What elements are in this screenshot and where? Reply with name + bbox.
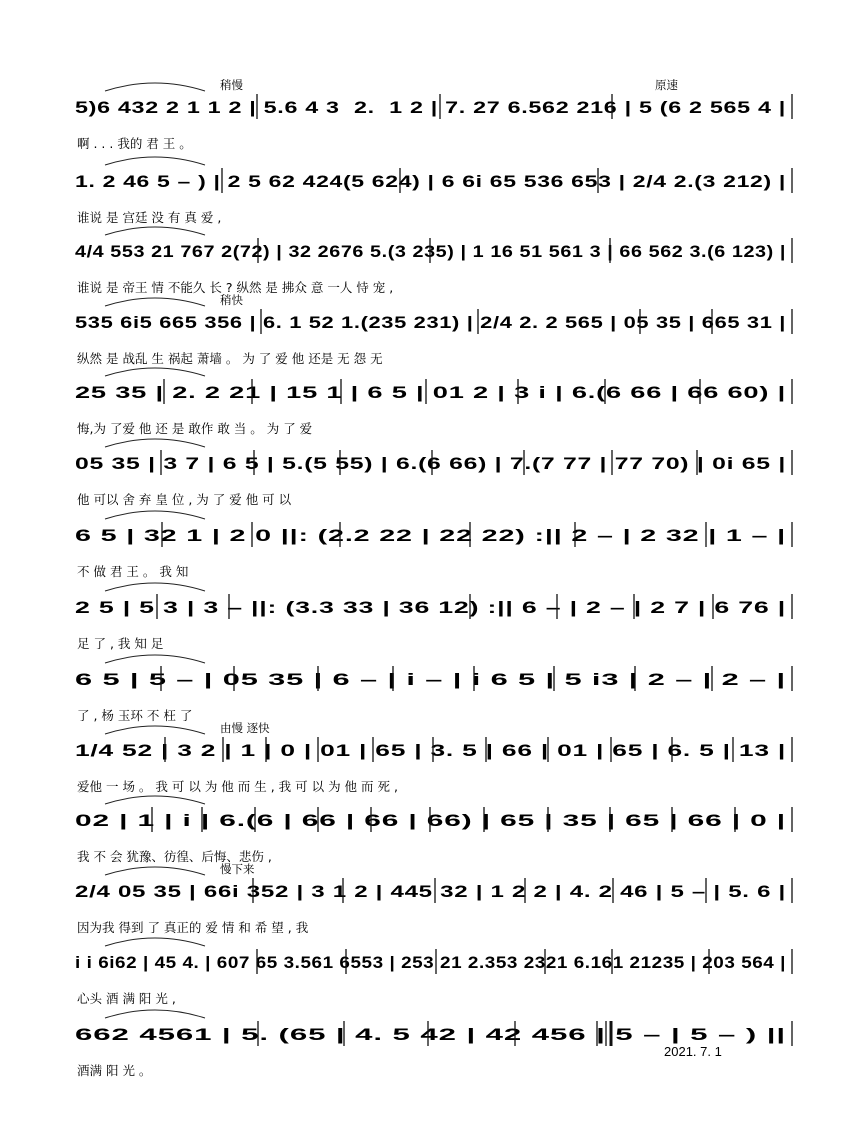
score-row (75, 511, 792, 579)
melody-line: 6 5 | 32 1 | 2 0 ||: (2.2 22 | 22 22) :|| 2 – | 2 32 | 1 – | (75, 526, 786, 545)
score-row (75, 655, 792, 723)
slur-mark (105, 583, 205, 591)
composition-date: 2021. 7. 1 (664, 1044, 722, 1059)
lyrics-line: 爱他 一 场 。 我 可 以 为 他 而 生 , 我 可 以 为 他 而 死 , (77, 779, 398, 794)
tempo-annotation: 稍慢 (220, 78, 243, 92)
score-row (75, 439, 792, 507)
melody-line: 2/4 05 35 | 66i 352 | 3 1 2 | 445 32 | 1 2 2 | 4. 2 46 | 5 – | 5. 6 | (75, 882, 786, 901)
slur-mark (105, 796, 205, 804)
lyrics-line: 酒满 阳 光 。 (77, 1063, 152, 1078)
lyrics-line: 因为我 得到 了 真正的 爱 情 和 希 望 , 我 (77, 920, 309, 935)
lyrics-line: 他 可以 舍 弃 皇 位 , 为 了 爱 他 可 以 (77, 492, 292, 507)
slur-mark (105, 655, 205, 663)
score-row (75, 368, 792, 436)
lyrics-line: 啊 . . . 我的 君 王 。 (77, 136, 192, 151)
lyrics-line: 谁说 是 宫廷 没 有 真 爱 , (77, 210, 222, 225)
lyrics-line: 悔,为 了爱 他 还 是 敢作 敢 当 。 为 了 爱 (77, 421, 313, 436)
lyrics-line: 我 不 会 犹豫、彷徨、后悔、悲伤 , (77, 849, 272, 864)
lyrics-line: 足 了 , 我 知 足 (77, 636, 164, 651)
slur-mark (105, 227, 205, 235)
score-row (75, 938, 792, 1006)
slur-mark (105, 439, 205, 447)
tempo-annotation: 由慢 逐快 (220, 721, 270, 735)
melody-line: 1. 2 46 5 – ) | 2 5 62 424(5 624) | 6 6i 65 536 653 | 2/4 2.(3 212) | (75, 172, 786, 191)
score-row (75, 721, 792, 794)
score-row (75, 78, 792, 151)
score-row (75, 227, 792, 295)
slur-mark (105, 83, 205, 91)
slur-mark (105, 298, 205, 306)
slur-mark (105, 726, 205, 734)
slur-mark (105, 867, 205, 875)
slur-mark (105, 157, 205, 165)
melody-line: 25 35 | 2. 2 21 | 15 1 | 6 5 | 01 2 | 3 i | 6.(6 66 | 66 60) | (75, 383, 786, 402)
score-row (75, 862, 792, 935)
melody-line: 2 5 | 5 3 | 3 – ||: (3.3 33 | 36 12) :|| 6 – | 2 – | 2 7 | 6 76 | (75, 598, 786, 617)
score-row (75, 157, 792, 225)
melody-line: i i 6i62 | 45 4. | 607 65 3.561 6553 | 253 21 2.353 2321 6.161 21235 | 203 564 | (75, 953, 786, 972)
melody-line: 535 6i5 665 356 | 6. 1 52 1.(235 231) | 2/4 2. 2 565 | 05 35 | 665 31 | (75, 313, 786, 332)
tempo-annotation: 慢下来 (220, 862, 255, 876)
tempo-annotation: 原速 (655, 78, 678, 92)
score-row (75, 583, 792, 651)
melody-line: 05 35 | 3 7 | 6 5 | 5.(5 55) | 6.(6 66) | 7.(7 77 | 77 70) | 0i 65 | (75, 454, 786, 473)
melody-line: 6 5 | 5 – | 05 35 | 6 – | i – | i 6 5 | 5 i3 | 2 – | 2 – | (75, 670, 786, 689)
score-row (75, 293, 792, 366)
slur-mark (105, 368, 205, 376)
slur-mark (105, 938, 205, 946)
score-row (75, 796, 792, 864)
melody-line: 662 4561 | 5. (65 | 4. 5 42 | 42 456 | 5 – | 5 – ) || (75, 1025, 786, 1044)
melody-line: 02 | 1 | i | 6.(6 | 66 | 66 | 66) | 65 | 35 | 65 | 66 | 0 | (75, 811, 786, 830)
lyrics-line: 心头 酒 满 阳 光 , (77, 991, 176, 1006)
lyrics-line: 谁说 是 帝王 情 不能久 长 ? 纵然 是 拂众 意 一人 恃 宠 , (77, 280, 394, 295)
lyrics-line: 了 , 杨 玉环 不 枉 了 (77, 708, 193, 723)
tempo-annotation: 稍快 (220, 293, 243, 307)
slur-mark (105, 1010, 205, 1018)
melody-line: 1/4 52 | 3 2 | 1 | 0 | 01 | 65 | 3. 5 | 66 | 01 | 65 | 6. 5 | 13 | (75, 741, 786, 760)
slur-mark (105, 511, 205, 519)
lyrics-line: 纵然 是 战乱 生 祸起 萧墙 。 为 了 爱 他 还是 无 怨 无 (77, 351, 383, 366)
lyrics-line: 不 做 君 王 。 我 知 (77, 564, 189, 579)
melody-line: 5)6 432 2 1 1 2 | 5.6 4 3 2. 1 2 | 7. 27 6.562 216 | 5 (6 2 565 4 | (75, 98, 786, 117)
melody-line: 4/4 553 21 767 2(72) | 32 2676 5.(3 235) | 1 16 51 561 3 | 66 562 3.(6 123) | (75, 242, 786, 261)
